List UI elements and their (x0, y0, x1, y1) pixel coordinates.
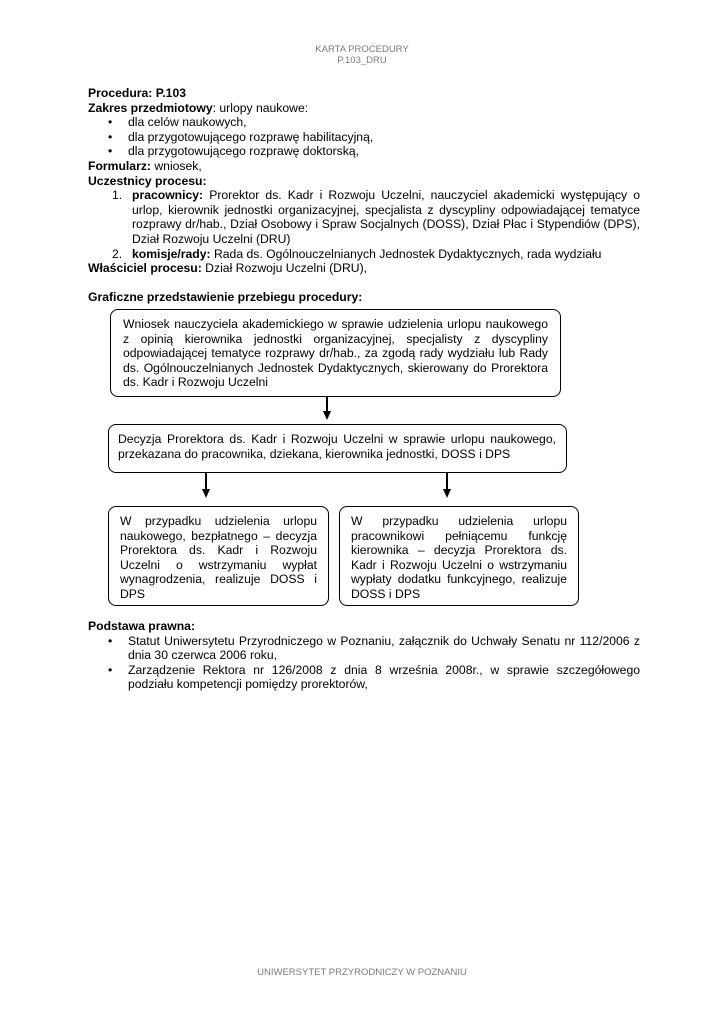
scope-value: : urlopy naukowe: (212, 100, 309, 115)
owner-line (88, 261, 640, 276)
item-number: 2. (112, 246, 123, 261)
flow-box-manager-leave (339, 506, 579, 606)
owner-label: Właściciel procesu: (88, 261, 202, 276)
flow-box-application (110, 309, 561, 397)
list-item: • dla przygotowującego rozprawę doktorską, (88, 144, 640, 159)
legal-title: Podstawa prawna: (88, 619, 196, 633)
participant-label: komisje/rady: (132, 246, 211, 261)
header-title: KARTA PROCEDURY (315, 44, 409, 55)
diagram-title: Graficzne przedstawienie przebiegu procedury: (88, 289, 363, 304)
flow-box-text: W przypadku udzielenia urlopu naukowego, bezpłatnego – decyzja Prorektora ds. Kadr i Rozwoju Uczelni o wstrzymaniu wypłat wynagrodzenia, realizuje DOSS i DPS (120, 514, 317, 601)
list-item: • dla celów naukowych, (88, 115, 640, 130)
page-footer: UNIWERSYTET PRZYRODNICZY W POZNANIU (257, 967, 467, 978)
flow-box-text: Wniosek nauczyciela akademickiego w sprawie udzielenia urlopu naukowego z opinią kierownika jednostki organizacyjnej, specjalisty z dyscypliny odpowiadającej tematyce rozprawy dr/hab., za zgodą rady wydziału lub Rady ds. Ogólnouczelnianych Jednostek Dydaktycznych, skierowany do Prorektora ds. Kadr i Rozwoju Uczelni (123, 317, 548, 390)
participant-text: Rada ds. Ogólnouczelnianych Jednostek Dydaktycznych, rada wydziału (210, 246, 602, 261)
scope-label: Zakres przedmiotowy (88, 100, 213, 115)
scope-list (88, 115, 640, 159)
legal-basis (88, 619, 640, 692)
flow-box-unpaid-leave (108, 506, 329, 606)
flow-box-text: W przypadku udzielenia urlopu pracownikowi pełniącemu funkcję kierownika – decyzja Prorektora ds. Kadr i Rozwoju Uczelni o wstrzymaniu wypłaty dodatku funkcyjnego, realizuje DOSS i DPS (351, 514, 567, 601)
participant-item (88, 247, 640, 262)
list-item: • Statut Uniwersytetu Przyrodniczego w Poznaniu, załącznik do Uchwały Senatu nr 112/2006 z dnia 30 czerwca 2006 roku, (88, 634, 640, 663)
participant-item (88, 188, 640, 246)
participants-label: Uczestnicy procesu: (88, 173, 207, 188)
legal-list (88, 634, 640, 692)
procedure-content (88, 86, 640, 304)
header-code: P.103_DRU (337, 55, 387, 66)
flow-box-text: Decyzja Prorektora ds. Kadr i Rozwoju Uczelni w sprawie urlopu naukowego, przekazana do pracownika, dziekana, kierownika jednostki, DOSS i DPS (118, 432, 556, 461)
participants-list (88, 188, 640, 261)
item-number: 1. (112, 188, 123, 203)
page-header (0, 44, 724, 66)
form-line (88, 159, 640, 174)
form-value: wniosek, (150, 158, 202, 173)
form-label: Formularz: (88, 158, 151, 173)
participant-label: pracownicy: (132, 188, 204, 203)
owner-value: Dział Rozwoju Uczelni (DRU), (201, 261, 368, 276)
scope-line (88, 101, 640, 116)
list-item: • Zarządzenie Rektora nr 126/2008 z dnia 8 września 2008r., w sprawie szczegółowego podziału kompetencji pomiędzy prorektorów, (88, 663, 640, 692)
list-item: • dla przygotowującego rozprawę habilitacyjną, (88, 130, 640, 145)
procedure-title: Procedura: P.103 (88, 86, 187, 100)
flow-box-decision (108, 424, 567, 473)
participant-text: Prorektor ds. Kadr i Rozwoju Uczelni, nauczyciel akademicki występujący o urlop, kierownik jednostki organizacyjnej, specjalista z dyscypliny odpowiadającej tematyce rozprawy dr/hab., Dział Osobowy i Spraw Socjalnych (DOSS), Dział Płac i Stypendiów (DPS), Dział Rozwoju Uczelni (DRU) (132, 188, 640, 246)
